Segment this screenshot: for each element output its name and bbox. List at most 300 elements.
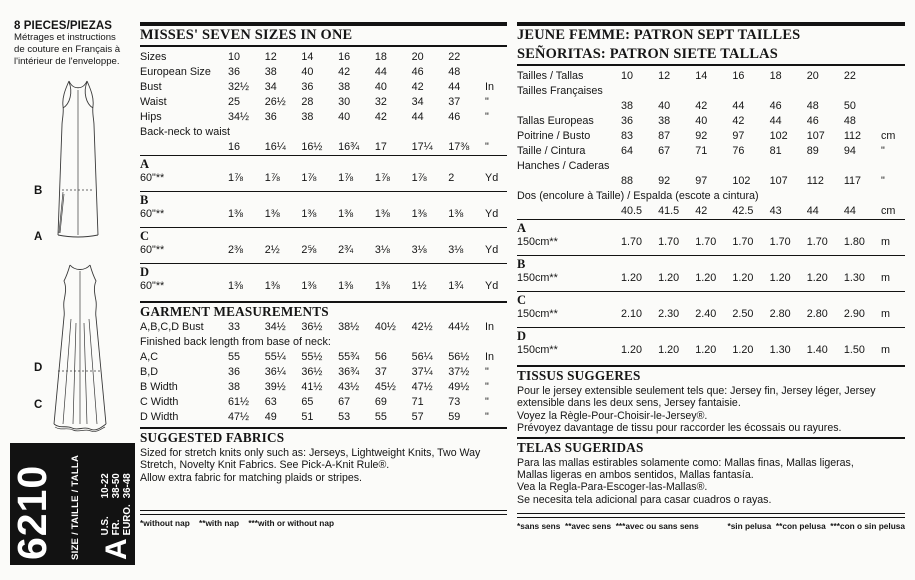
cell-value: 43	[769, 205, 782, 217]
cell-value: 55	[374, 411, 387, 423]
yardage-value: 1.70	[806, 236, 828, 248]
unit-cell: m	[880, 308, 890, 320]
unit-cell	[881, 69, 905, 84]
suggested-fabrics-text	[140, 447, 507, 484]
cell-value: 36	[301, 81, 314, 93]
english-title: MISSES' SEVEN SIZES IN ONE	[140, 27, 353, 43]
cell-value: 45½	[374, 381, 396, 393]
yardage-value: 1.20	[621, 272, 643, 284]
cell-value: 67	[338, 396, 351, 408]
yardage-row	[140, 171, 507, 186]
view-letter: C	[517, 293, 527, 307]
fabric-width-label: 150cm**	[517, 272, 558, 284]
view-letter: B	[517, 257, 526, 271]
dress-line-art-cd	[46, 261, 114, 435]
cell-value: 42	[411, 81, 424, 93]
table-row	[517, 84, 905, 99]
yardage-value: 2⅜	[228, 244, 244, 256]
yardage-value: 1⅜	[411, 208, 427, 220]
cell-value: 49½	[448, 381, 470, 393]
cell-value: 16	[228, 141, 241, 153]
cell-value: 47½	[411, 381, 433, 393]
cell-value: 102	[769, 130, 788, 142]
cell-value: 89	[806, 145, 819, 157]
table-row	[140, 320, 507, 335]
cell-value: 57	[411, 411, 424, 423]
row-label: Tallas Europeas	[517, 115, 594, 127]
paragraph-line: extensible dans les deux sens, Jersey fantaisie.	[517, 397, 741, 410]
french-instructions-note	[14, 32, 138, 68]
row-label: A,C	[140, 351, 158, 363]
yardage-value: 2.90	[843, 308, 865, 320]
cell-value: 36	[228, 366, 241, 378]
row-label: Tailles Françaises	[517, 85, 603, 97]
body-measurements-table-metric	[517, 69, 905, 219]
row-label: Sizes	[140, 51, 167, 63]
cell-value: 81	[769, 145, 782, 157]
garment-measurements-title: GARMENT MEASUREMENTS	[140, 304, 329, 319]
view-letter: A	[140, 157, 150, 171]
cell-value: 69	[374, 396, 387, 408]
section-rule	[140, 301, 507, 303]
table-row	[140, 110, 507, 125]
yardage-value: 1.70	[658, 236, 680, 248]
yardage-value: 2.10	[621, 308, 643, 320]
cell-value: 16¾	[338, 141, 360, 153]
table-row	[517, 174, 905, 189]
tissus-suggeres-text	[517, 385, 905, 435]
yardage-row	[517, 343, 905, 358]
cell-value: 42½	[411, 321, 433, 333]
paragraph-line: Métrages et instructions	[14, 32, 116, 43]
cell-value: 42.5	[732, 205, 754, 217]
yardage-value: 1⅞	[374, 172, 390, 184]
title-rule	[517, 64, 905, 66]
section-rule	[517, 365, 905, 367]
yardage-section-D	[140, 263, 507, 299]
yardage-value: 3⅛	[374, 244, 390, 256]
cell-value: 39½	[264, 381, 286, 393]
table-row	[140, 395, 507, 410]
cell-value: 44	[769, 115, 782, 127]
telas-sugeridas-text	[517, 457, 905, 507]
fabric-width-label: 150cm**	[517, 308, 558, 320]
cell-value: 47½	[228, 411, 250, 423]
row-label: Hanches / Caderas	[517, 160, 610, 172]
french-title: JEUNE FEMME: PATRON SEPT TAILLES	[517, 27, 801, 43]
unit-cell: "	[485, 141, 489, 153]
cell-value: 44½	[448, 321, 470, 333]
yardage-section-B	[140, 191, 507, 227]
cell-value: 32½	[228, 81, 250, 93]
cell-value: 117	[843, 175, 862, 187]
fabric-width-label: 60"**	[140, 172, 165, 184]
size-box-row	[111, 473, 122, 535]
yardage-value: 1.20	[621, 344, 643, 356]
yardage-value: 2	[448, 172, 455, 184]
row-label: D Width	[140, 411, 179, 423]
cell-value: 44	[806, 205, 819, 217]
yardage-value: 2.80	[769, 308, 791, 320]
cell-value: 20	[806, 70, 819, 82]
paragraph-line: l'intérieur de l'enveloppe.	[14, 56, 120, 67]
table-row	[517, 114, 905, 129]
cell-value: 102	[732, 175, 751, 187]
pieces-count-title: 8 PIECES/PIEZAS	[14, 20, 113, 32]
yardage-value: 1½	[411, 280, 427, 292]
table-row	[517, 189, 905, 204]
unit-cell: Yd	[485, 172, 499, 184]
paragraph-line: de couture en Français à	[14, 44, 121, 55]
cell-value: 49	[264, 411, 277, 423]
cell-value: 44	[732, 100, 745, 112]
cell-value: 56½	[448, 351, 470, 363]
unit-cell: "	[485, 381, 489, 393]
cell-value: 10	[228, 51, 241, 63]
cell-value: 41.5	[658, 205, 680, 217]
suggested-fabrics-title: SUGGESTED FABRICS	[140, 430, 285, 445]
cell-value: 38	[228, 381, 241, 393]
yardage-value: 1.20	[695, 272, 717, 284]
unit-cell	[485, 65, 507, 80]
size-box-rotated-content	[10, 443, 135, 565]
fabric-width-label: 60"**	[140, 244, 165, 256]
yardage-value: 1⅞	[264, 172, 280, 184]
table-row	[517, 159, 905, 174]
yardage-value: 2½	[264, 244, 280, 256]
size-box-row	[122, 473, 133, 535]
row-label: Taille / Cintura	[517, 145, 586, 157]
yardage-value: 1.20	[732, 272, 754, 284]
cell-value: 38	[264, 66, 277, 78]
dress-sketch-views-a-b	[47, 77, 109, 245]
paragraph-line: Para las mallas estirables solamente como: Mallas finas, Mallas ligeras,	[517, 456, 854, 469]
cell-value: 92	[695, 130, 708, 142]
tissus-suggeres-title: TISSUS SUGGERES	[517, 368, 641, 383]
cell-value: 55½	[301, 351, 323, 363]
view-label-a: A	[34, 231, 43, 243]
table-row	[517, 99, 905, 114]
yardage-value: 1.80	[843, 236, 865, 248]
cell-value: 42	[732, 115, 745, 127]
cell-value: 64	[621, 145, 634, 157]
cell-value: 40	[658, 100, 671, 112]
cell-value: 42	[695, 205, 708, 217]
title-rule	[140, 45, 507, 47]
left-column	[14, 20, 138, 68]
english-section	[140, 22, 507, 528]
cell-value: 44	[374, 66, 387, 78]
yardage-value: 1.20	[658, 344, 680, 356]
unit-cell: Yd	[485, 280, 499, 292]
yardage-row	[140, 207, 507, 222]
cell-value: 83	[621, 130, 634, 142]
yardage-value: 3⅛	[411, 244, 427, 256]
nap-footnote-en: *without nap **with nap ***with or without nap	[140, 517, 335, 528]
size-box-view-group	[100, 448, 133, 560]
cell-value: 16	[338, 51, 351, 63]
cell-value: 87	[658, 130, 671, 142]
yardage-value: 1⅜	[228, 208, 244, 220]
size-box-size-ranges	[100, 473, 133, 535]
row-label: B Width	[140, 381, 178, 393]
nap-footnote-es: *sin pelusa **con pelusa ***con o sin pelusa	[727, 520, 905, 531]
cell-value: 22	[843, 70, 856, 82]
size-box-row-value: 10-22	[100, 473, 111, 499]
table-row	[517, 129, 905, 144]
cell-value: 32	[374, 96, 387, 108]
cell-value: 67	[658, 145, 671, 157]
fabric-width-label: 150cm**	[517, 344, 558, 356]
cell-value: 33	[228, 321, 241, 333]
cell-value: 25	[228, 96, 241, 108]
cell-value: 65	[301, 396, 314, 408]
yardage-value: 1⅞	[301, 172, 317, 184]
cell-value: 46	[769, 100, 782, 112]
yardage-value: 1.70	[621, 236, 643, 248]
yardage-section-C	[517, 291, 905, 327]
cell-value: 16	[732, 70, 745, 82]
cell-value: 97	[695, 175, 708, 187]
cell-value: 37	[448, 96, 461, 108]
size-box-size-label: SIZE / TAILLE / TALLA	[69, 454, 81, 560]
yardage-section-C	[140, 227, 507, 263]
cell-value: 63	[264, 396, 277, 408]
size-box-row-label: EURO.	[122, 504, 133, 536]
cell-value: 38	[621, 100, 634, 112]
spanish-title: SEÑORITAS: PATRON SIETE TALLAS	[517, 46, 778, 62]
view-letter: B	[140, 193, 149, 207]
table-row	[140, 125, 507, 140]
yardage-value: 1⅜	[374, 208, 390, 220]
size-box-view-letter: A	[100, 538, 133, 560]
cell-value: 40.5	[621, 205, 643, 217]
view-letter: A	[517, 221, 527, 235]
cell-value: 36¾	[338, 366, 360, 378]
unit-cell	[881, 99, 905, 114]
yardage-section-B	[517, 255, 905, 291]
cell-value: 56¼	[411, 351, 433, 363]
row-label: Tailles / Tallas	[517, 70, 584, 82]
cell-value: 56	[374, 351, 387, 363]
unit-cell: m	[880, 344, 890, 356]
cell-value: 40½	[374, 321, 396, 333]
table-row	[140, 335, 507, 350]
paragraph-line: Prévoyez davantage de tissu pour raccorder les écossais ou rayures.	[517, 422, 842, 435]
table-row	[517, 144, 905, 159]
cell-value: 107	[769, 175, 788, 187]
telas-sugeridas-title: TELAS SUGERIDAS	[517, 439, 644, 455]
yardage-value: 1⅞	[228, 172, 244, 184]
unit-cell: "	[485, 366, 489, 378]
cell-value: 46	[411, 66, 424, 78]
unit-cell: In	[485, 321, 495, 333]
yardage-value: 1¾	[448, 280, 464, 292]
cell-value: 46	[806, 115, 819, 127]
unit-cell: Yd	[485, 208, 499, 220]
cell-value: 94	[843, 145, 856, 157]
yardage-value: 2.50	[732, 308, 754, 320]
yardage-value: 1.30	[769, 344, 791, 356]
paragraph-line: Pour le jersey extensible seulement tels que: Jersey fin, Jersey léger, Jersey	[517, 385, 876, 397]
cell-value: 48	[843, 115, 856, 127]
garment-measurements-table	[140, 320, 507, 425]
yardage-value: 1⅜	[338, 208, 354, 220]
table-row	[140, 50, 507, 65]
yardage-value: 2.80	[806, 308, 828, 320]
size-box-row	[100, 473, 111, 535]
unit-cell: "	[485, 396, 489, 408]
unit-cell: In	[485, 351, 495, 363]
paragraph-line: Se necesita tela adicional para casar cuadros o rayas.	[517, 493, 772, 506]
unit-cell	[485, 50, 507, 65]
cell-value: 112	[806, 175, 824, 187]
view-letter: D	[140, 265, 150, 279]
view-label-b: B	[34, 185, 43, 197]
cell-value: 34	[411, 96, 424, 108]
cell-value: 18	[374, 51, 387, 63]
section-rule	[517, 437, 905, 439]
table-row	[140, 65, 507, 80]
unit-cell: m	[880, 236, 890, 248]
row-label	[517, 174, 621, 189]
section-rule	[140, 427, 507, 429]
table-row	[517, 204, 905, 219]
yardage-value: 1.50	[843, 344, 865, 356]
yardage-row	[517, 307, 905, 322]
yardage-value: 1.20	[769, 272, 791, 284]
fabric-width-label: 60"**	[140, 280, 165, 292]
yardage-value: 1.70	[769, 236, 791, 248]
cell-value: 36½	[301, 321, 323, 333]
unit-cell: "	[485, 96, 489, 108]
cell-value: 55¼	[264, 351, 286, 363]
cell-value: 17⅜	[448, 141, 470, 153]
yardage-value: 3⅛	[448, 244, 464, 256]
view-letter: C	[140, 229, 150, 243]
cell-value: 34	[264, 81, 277, 93]
cell-value: 88	[621, 175, 634, 187]
unit-cell: cm	[880, 130, 896, 142]
cell-value: 22	[448, 51, 461, 63]
size-box-row-label: U.S.	[100, 516, 111, 536]
cell-value: 44	[448, 81, 461, 93]
cell-value: 46	[448, 111, 461, 123]
row-label	[140, 140, 228, 155]
cell-value: 37½	[448, 366, 470, 378]
pattern-number: 6210	[9, 464, 55, 560]
dress-line-art-ab	[47, 77, 109, 245]
cell-value: 36	[264, 111, 277, 123]
paragraph-line: Vea la Regla-Para-Escoger-las-Mallas®.	[517, 481, 708, 494]
yardage-value: 1.70	[695, 236, 717, 248]
foreign-section	[517, 22, 905, 531]
yardage-value: 1.40	[806, 344, 828, 356]
cell-value: 71	[695, 145, 708, 157]
row-label: Finished back length from base of neck:	[140, 336, 331, 348]
unit-cell: "	[880, 175, 885, 187]
row-label: Dos (encolure à Taille) / Espalda (escote a cintura)	[517, 190, 759, 202]
row-label: Poitrine / Busto	[517, 130, 591, 142]
cell-value: 36½	[301, 366, 323, 378]
table-row	[140, 350, 507, 365]
cell-value: 16¼	[264, 141, 286, 153]
cell-value: 42	[695, 100, 708, 112]
cell-value: 17¼	[411, 141, 433, 153]
cell-value: 97	[732, 130, 745, 142]
paragraph-line: Allow extra fabric for matching plaids or stripes.	[140, 471, 362, 484]
yardage-value: 1.20	[732, 344, 754, 356]
cell-value: 30	[338, 96, 351, 108]
table-row	[517, 69, 905, 84]
cell-value: 14	[695, 70, 708, 82]
cell-value: 42	[374, 111, 387, 123]
fabric-width-label: 60"**	[140, 208, 165, 220]
cell-value: 14	[301, 51, 314, 63]
table-row	[140, 140, 507, 155]
cell-value: 48	[806, 100, 819, 112]
row-label: A,B,C,D Bust	[140, 321, 204, 333]
table-row	[140, 80, 507, 95]
cell-value: 44	[843, 205, 856, 217]
cell-value: 41½	[301, 381, 323, 393]
cell-value: 53	[338, 411, 351, 423]
cell-value: 42	[338, 66, 351, 78]
unit-cell: In	[485, 81, 495, 93]
cell-value: 38	[338, 81, 351, 93]
unit-cell: cm	[880, 205, 896, 217]
unit-cell: "	[880, 145, 885, 157]
yardage-value: 1.20	[695, 344, 717, 356]
footnote-rule	[517, 513, 905, 518]
yardage-value: 1⅜	[448, 208, 464, 220]
nap-footnotes-foreign	[517, 521, 905, 531]
cell-value: 17	[374, 141, 387, 153]
yardage-value: 1.20	[658, 272, 680, 284]
cell-value: 71	[411, 396, 424, 408]
yardage-row	[517, 235, 905, 250]
cell-value: 44	[411, 111, 424, 123]
yardage-value: 1⅜	[264, 208, 280, 220]
view-label-d: D	[34, 362, 43, 374]
cell-value: 50	[843, 100, 856, 112]
row-label: European Size	[140, 66, 211, 78]
unit-cell: "	[485, 411, 489, 423]
cell-value: 40	[338, 111, 351, 123]
paragraph-line: Sized for stretch knits only such as: Jerseys, Lightweight Knits, Two Way	[140, 447, 481, 459]
unit-cell: m	[880, 272, 890, 284]
fabric-width-label: 150cm**	[517, 236, 558, 248]
cell-value: 48	[448, 66, 461, 78]
yardage-value: 1⅞	[338, 172, 354, 184]
cell-value: 37¼	[411, 366, 433, 378]
cell-value: 12	[658, 70, 671, 82]
unit-cell	[881, 114, 905, 129]
row-label	[517, 204, 621, 219]
yardage-section-A	[517, 219, 905, 255]
cell-value: 76	[732, 145, 745, 157]
cell-value: 36	[621, 115, 634, 127]
cell-value: 55	[228, 351, 241, 363]
cell-value: 36¼	[264, 366, 286, 378]
footnote-rule	[140, 510, 507, 515]
table-row	[140, 380, 507, 395]
row-label: Waist	[140, 96, 167, 108]
paragraph-line: Stretch, Novelty Knit Fabrics. See Pick-A-Knit Rule®.	[140, 459, 390, 472]
cell-value: 43½	[338, 381, 360, 393]
cell-value: 107	[806, 130, 825, 142]
cell-value: 40	[374, 81, 387, 93]
